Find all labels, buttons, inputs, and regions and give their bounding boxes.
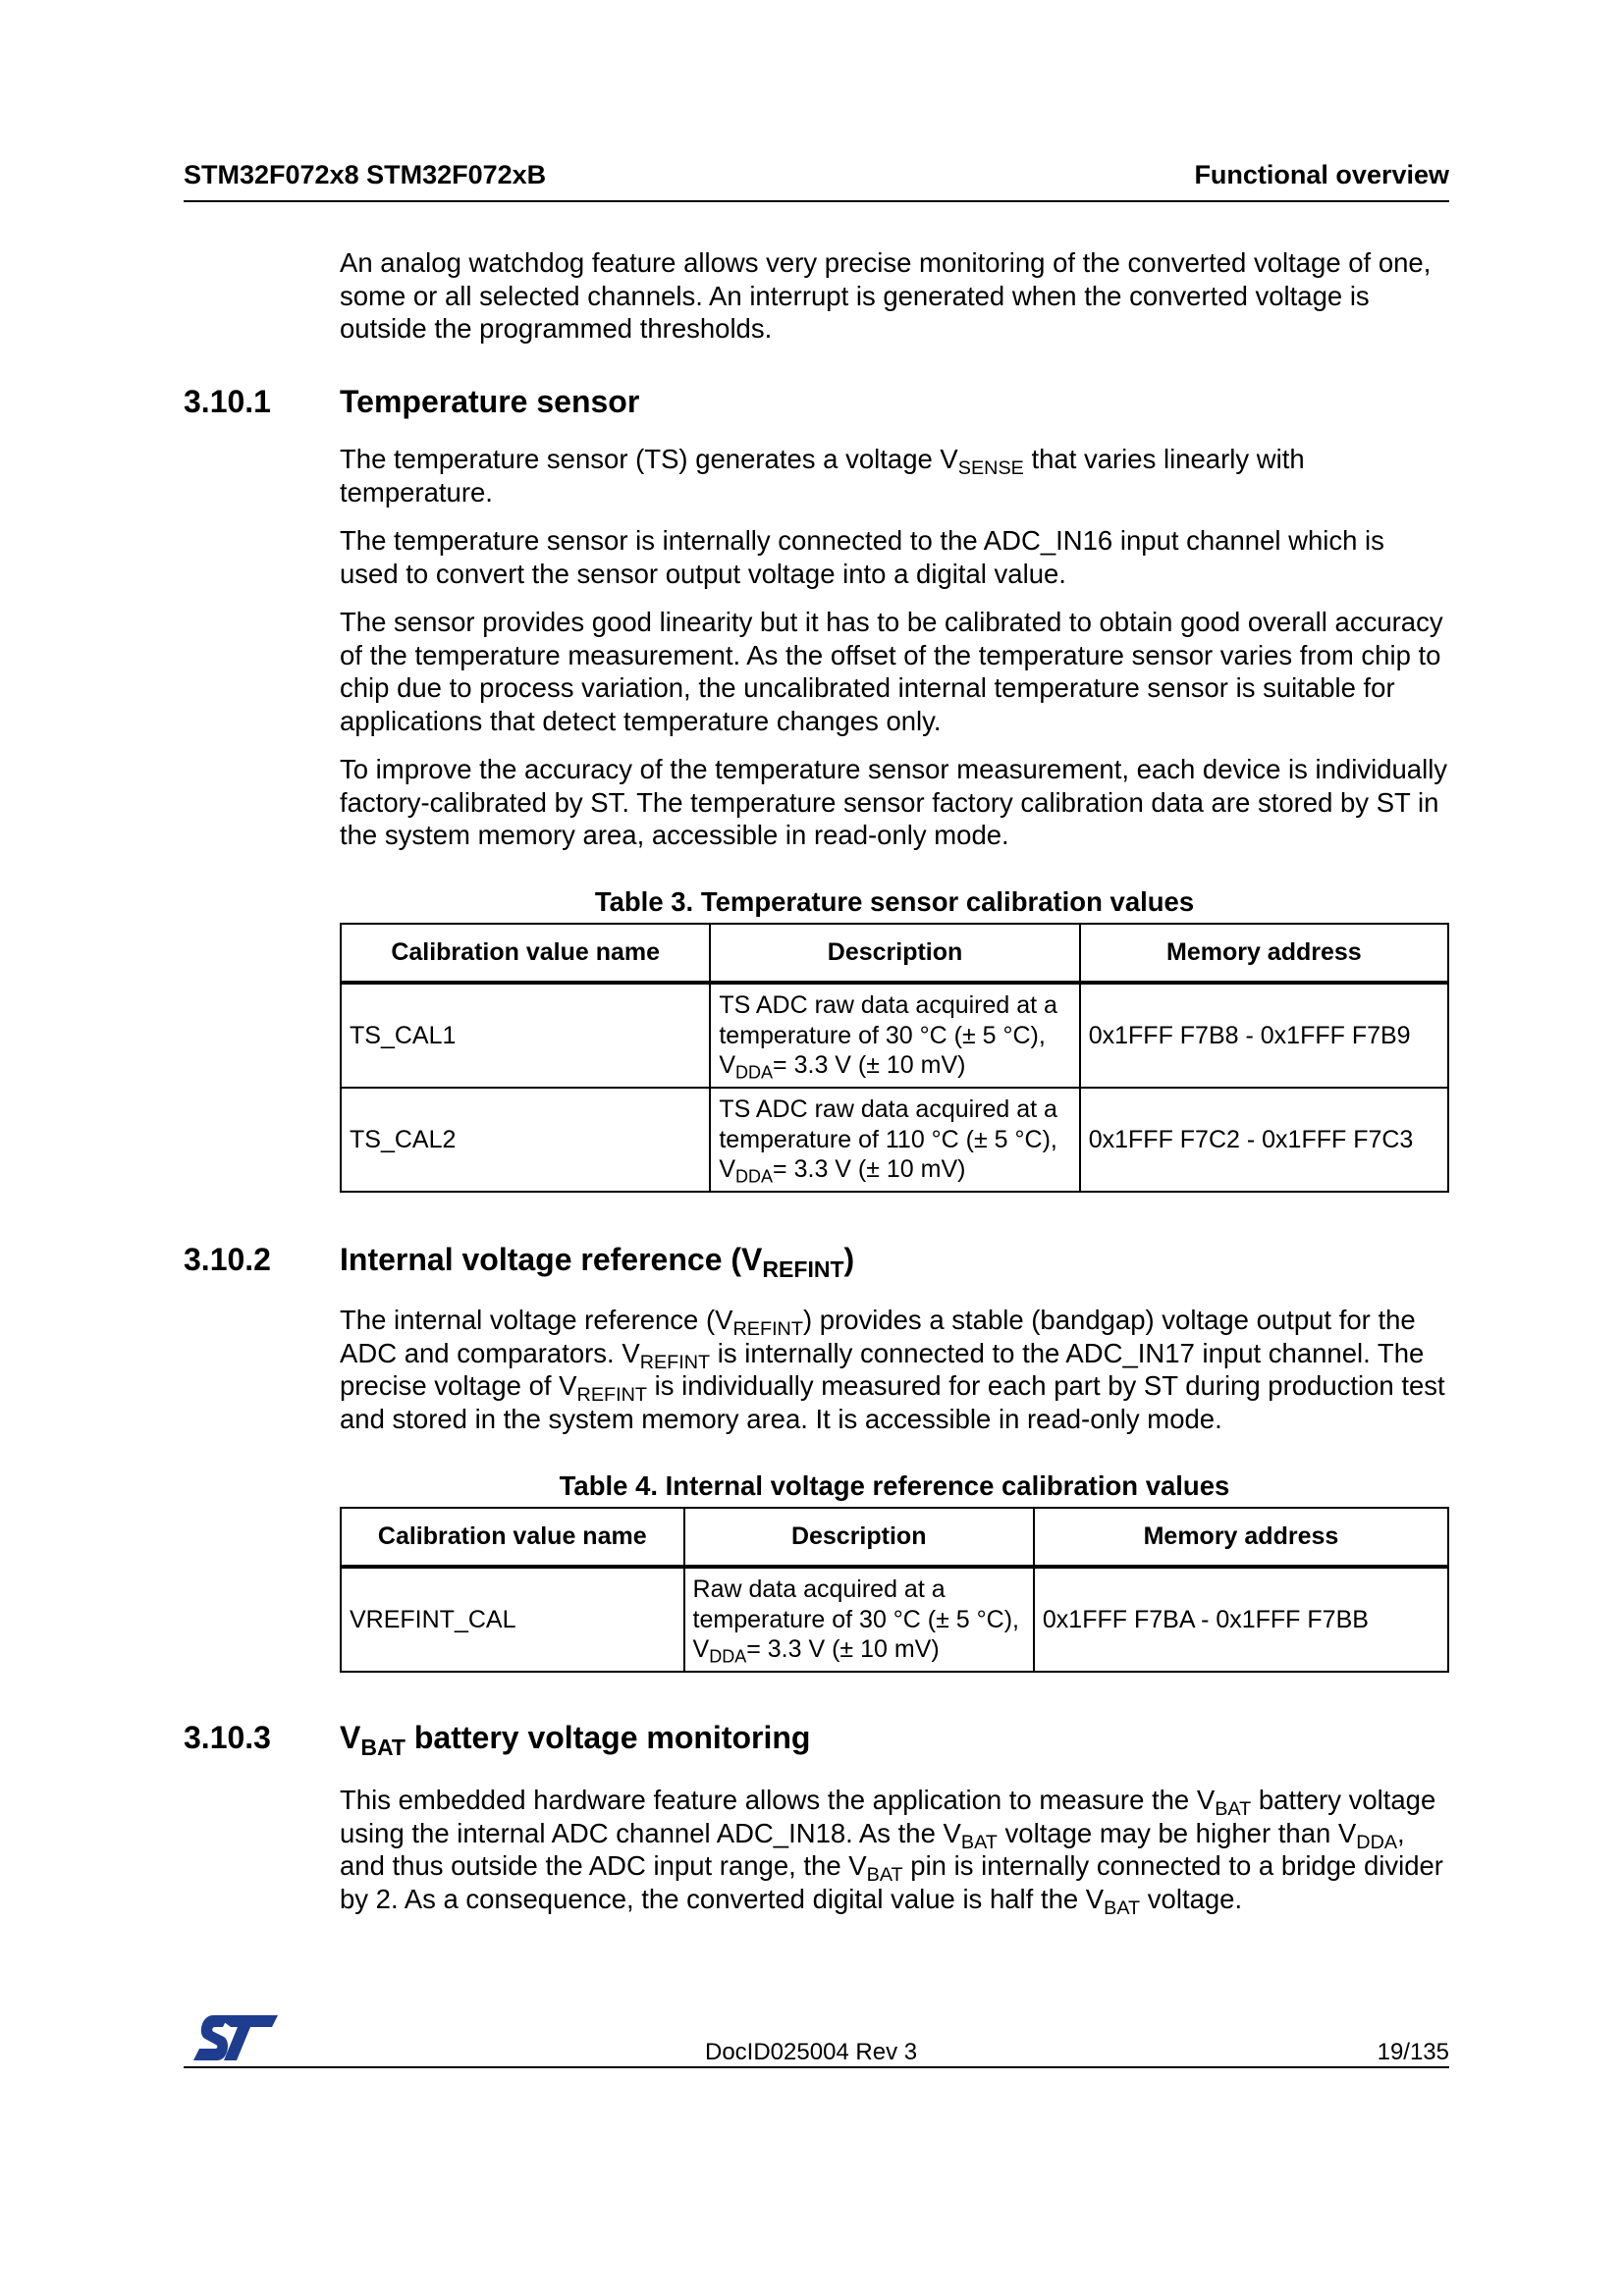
table-4-caption: Table 4. Internal voltage reference calibration values bbox=[559, 1470, 1230, 1501]
footer-doc-id: DocID025004 Rev 3 bbox=[705, 2039, 918, 2065]
cell-description: TS ADC raw data acquired at a temperature of 110 °C (± 5 °C), $V_{DDA}= 3.3$ V (± 10 mV) bbox=[710, 1088, 1079, 1192]
cell-name: TS_CAL1 bbox=[341, 983, 710, 1088]
header-section-title: Functional overview bbox=[1194, 160, 1449, 189]
column-header-description: Description bbox=[710, 924, 1079, 983]
table-row bbox=[341, 983, 1448, 1088]
footer-rule bbox=[184, 2066, 1449, 2068]
cell-description: TS ADC raw data acquired at a temperature of 30 °C (± 5 °C), $V_{DDA}= 3.3$ V (± 10 mV) bbox=[710, 983, 1079, 1088]
cell-address: 0x1FFF F7BA - 0x1FFF F7BB bbox=[1034, 1567, 1448, 1672]
section-number: 3.10.3 bbox=[184, 1720, 271, 1755]
cell-name: VREFINT_CAL bbox=[341, 1567, 684, 1672]
section-title-internal-voltage-reference: Internal voltage reference $(V_{REFINT})$ bbox=[340, 1242, 855, 1282]
table-header-row bbox=[341, 924, 1448, 983]
table-3-caption: Table 3. Temperature sensor calibration values bbox=[594, 886, 1195, 917]
section-number: 3.10.2 bbox=[184, 1242, 271, 1277]
intro-paragraph: An analog watchdog feature allows very precise monitoring of the converted voltage of one, some or all selected channels. An interrupt is generated when the converted voltage is outside the programmed thresholds. bbox=[340, 247, 1432, 344]
section-number: 3.10.1 bbox=[184, 384, 271, 419]
column-header-address: Memory address bbox=[1034, 1508, 1448, 1567]
paragraph-vbat: This embedded hardware feature allows the application to measure the $V_{BAT}$ battery voltage using the internal ADC channel ADC_IN18. As the $V_{BAT}$ voltage may be higher than $V_{DDA}$, and thus outside the ADC input range, the $V_{BAT}$ pin is internally connected to a bridge divider by 2. As a consequence, the converted digital value is half the $V_{BAT}$ voltage. bbox=[340, 1785, 1443, 1919]
cell-address: 0x1FFF F7B8 - 0x1FFF F7B9 bbox=[1080, 983, 1448, 1088]
footer-page-number: 19/135 bbox=[1377, 2039, 1449, 2065]
paragraph-ts-1: The temperature sensor (TS) generates a voltage $V_{SENSE}$ that varies linearly with temperature. bbox=[340, 444, 1305, 507]
paragraph-ts-3: The sensor provides good linearity but it has to be calibrated to obtain good overall accuracy of the temperature measurement. As the offset of the temperature sensor varies from chip to chip due to process variation, the uncalibrated internal temperature sensor is suitable for applications that detect temperature changes only. bbox=[340, 607, 1443, 736]
column-header-description: Description bbox=[684, 1508, 1034, 1567]
column-header-address: Memory address bbox=[1080, 924, 1448, 983]
header-rule bbox=[184, 200, 1449, 202]
cell-name: TS_CAL2 bbox=[341, 1088, 710, 1192]
st-logo-icon bbox=[193, 2013, 278, 2062]
table-3-calibration bbox=[340, 923, 1449, 1193]
table-row bbox=[341, 1088, 1448, 1192]
section-title-vbat-monitoring: $V_{BAT}$ battery voltage monitoring bbox=[340, 1720, 811, 1760]
section-title-temperature-sensor: Temperature sensor bbox=[340, 384, 640, 419]
header-doc-title: STM32F072x8 STM32F072xB bbox=[184, 160, 547, 189]
paragraph-vrefint: The internal voltage reference $(V_{REFINT})$ provides a stable (bandgap) voltage output for the ADC and comparators. $V_{REFINT}$ is internally connected to the ADC_IN17 input channel. The precise voltage of $V_{REFINT}$ is individually measured for each part by ST during production test and stored in the system memory area. It is accessible in read-only mode. bbox=[340, 1305, 1445, 1434]
table-row bbox=[341, 1567, 1448, 1672]
cell-address: 0x1FFF F7C2 - 0x1FFF F7C3 bbox=[1080, 1088, 1448, 1192]
column-header-name: Calibration value name bbox=[341, 1508, 684, 1567]
paragraph-ts-2: The temperature sensor is internally connected to the ADC_IN16 input channel which is used to convert the sensor output voltage into a digital value. bbox=[340, 525, 1384, 589]
table-4-calibration bbox=[340, 1507, 1449, 1673]
cell-description: Raw data acquired at a temperature of 30 °C (± 5 °C), $V_{DDA}= 3.3$ V (± 10 mV) bbox=[684, 1567, 1034, 1672]
column-header-name: Calibration value name bbox=[341, 924, 710, 983]
paragraph-ts-4: To improve the accuracy of the temperature sensor measurement, each device is individually factory-calibrated by ST. The temperature sensor factory calibration data are stored by ST in the system memory area, accessible in read-only mode. bbox=[340, 754, 1448, 850]
table-header-row bbox=[341, 1508, 1448, 1567]
